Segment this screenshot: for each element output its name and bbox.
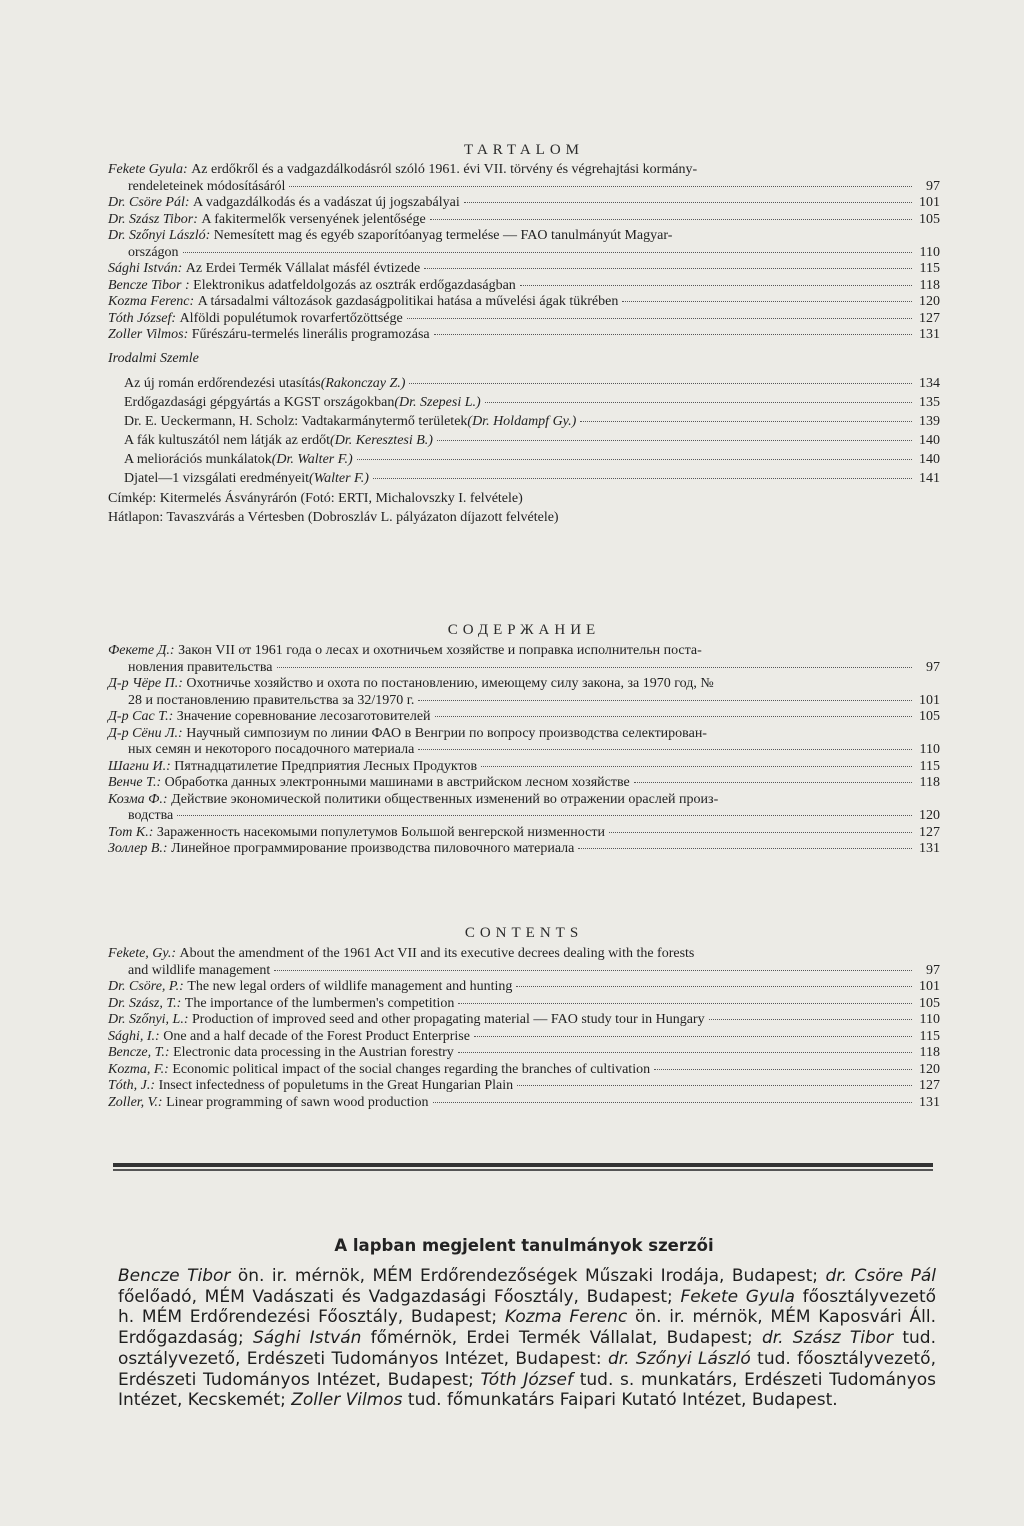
leader-dots (433, 1102, 912, 1103)
toc-line (108, 742, 940, 759)
toc-author: Tóth József: (108, 310, 177, 326)
toc-page-number: 120 (919, 808, 940, 823)
toc-title: Elektronikus adatfeldolgozás az osztrák erdőgazdaságban (193, 277, 516, 293)
toc-author: Fekete, Gy.: (108, 946, 177, 961)
toc-title: A társadalmi változások gazdaságpolitikai hatása a művelési ágak tükrében (197, 294, 619, 309)
toc-title: országon (128, 244, 179, 260)
section-title: СОДЕРЖАНИЕ (447, 622, 601, 638)
toc-author: Д-р Сёни Л.: (108, 725, 183, 741)
toc-line (108, 1095, 940, 1112)
toc-author: Dr. Csöre Pál: (108, 195, 190, 210)
toc-title: Az Erdei Termék Vállalat másfél évtizede (185, 261, 421, 276)
toc-line (108, 294, 940, 311)
toc-entry (108, 195, 940, 212)
toc-title: Зараженность насекомыми популетумов Большой венгерской низменности (156, 824, 605, 840)
review-title: Erdőgazdasági gépgyártás a KGST országokban (124, 394, 395, 410)
toc-entry (108, 759, 940, 776)
toc-line (108, 245, 940, 262)
toc-page-number: 97 (926, 178, 940, 194)
toc-title: ных семян и некоторого посадочного материала (128, 742, 415, 757)
divider-rule (113, 1169, 933, 1171)
toc-author: Dr. Szász Tibor: (108, 211, 198, 227)
toc-page-number: 127 (919, 1078, 940, 1093)
toc-line (108, 1012, 940, 1029)
toc-entry (108, 212, 940, 229)
leader-dots (177, 815, 912, 816)
toc-line (108, 841, 940, 858)
review-line (124, 393, 940, 412)
toc-page-number: 110 (919, 244, 940, 260)
toc-page-number: 110 (919, 1012, 940, 1027)
leader-dots (464, 202, 912, 203)
toc-page-number: 120 (919, 294, 940, 309)
toc-page-number: 105 (919, 995, 940, 1011)
toc-page-number: 101 (919, 979, 940, 994)
toc-entry (108, 726, 940, 759)
toc-entry (108, 311, 940, 328)
soderzhanie-section (108, 622, 940, 858)
toc-author: Д-р Сас Т.: (108, 709, 174, 724)
toc-entry (108, 946, 940, 979)
toc-entry (108, 1012, 940, 1029)
section-title: TARTALOM (463, 142, 585, 158)
toc-title: Обработка данных электронными машинами в австрийском лесном хозяйстве (164, 775, 630, 790)
toc-title: водства (128, 808, 174, 823)
toc-title: Linear programming of sawn wood production (166, 1094, 429, 1110)
toc-list (108, 643, 940, 858)
leader-dots (709, 1019, 912, 1020)
toc-line (108, 212, 940, 229)
toc-page-number: 115 (919, 1028, 940, 1044)
toc-entry (108, 709, 940, 726)
review-author: (Dr. Keresztesi B.) (330, 432, 433, 448)
review-page-number: 141 (919, 470, 940, 486)
toc-author: Венче Т.: (108, 775, 162, 790)
leader-dots (520, 285, 912, 286)
review-title: A fák kultuszától nem látják az erdőt (124, 432, 331, 448)
author-name: Bencze Tibor (118, 1266, 231, 1286)
review-author: (Dr. Holdampf Gy.) (467, 413, 577, 429)
toc-author: Tóth, J.: (108, 1078, 156, 1093)
toc-page-number: 97 (926, 962, 940, 978)
toc-author: Д-р Чёре П.: (108, 676, 183, 691)
toc-title: A vadgazdálkodás és a vadászat új jogszabályai (193, 195, 460, 210)
toc-entry (108, 841, 940, 858)
leader-dots (407, 318, 912, 319)
author-affiliation: tud. főmunkatárs Faipari Kutató Intézet, Budapest. (402, 1390, 838, 1411)
toc-title: About the amendment of the 1961 Act VII and its executive decrees dealing with the forests (179, 946, 695, 961)
leader-dots (622, 301, 912, 302)
review-entry (124, 393, 940, 412)
toc-title: Охотничье хозяйство и охота по постановлению, имеющему силу закона, за 1970 год, № (186, 676, 714, 691)
review-line (124, 412, 940, 431)
leader-dots (409, 383, 912, 384)
review-title: Az új román erdőrendezési utasítás (124, 375, 321, 391)
leader-dots (418, 749, 912, 750)
author-affiliation: tud. osztályvezető, Erdészeti Tudományos Intézet, Budapest: (118, 1328, 936, 1369)
toc-title: Economic political impact of the social changes regarding the branches of cultivation (172, 1061, 651, 1077)
toc-page-number: 101 (919, 195, 940, 210)
toc-line (108, 278, 940, 295)
toc-author: Kozma, F.: (108, 1061, 169, 1077)
leader-dots (517, 1085, 912, 1086)
toc-entry (108, 775, 940, 792)
leader-dots (277, 667, 912, 668)
toc-line (108, 1045, 940, 1062)
toc-entry (108, 825, 940, 842)
review-heading: Irodalmi Szemle (108, 350, 199, 366)
toc-entry (108, 1045, 940, 1062)
toc-author: Sághi István: (108, 261, 183, 276)
review-line (124, 431, 940, 450)
toc-author: Bencze Tibor : (108, 277, 190, 293)
toc-author: Золлер В.: (108, 841, 168, 856)
leader-dots (609, 832, 912, 833)
leader-dots (430, 219, 912, 220)
toc-author: Fekete Gyula: (108, 162, 188, 177)
author-affiliation: ön. ir. mérnök, MÉM Erdőrendezőségek Műszaki Irodája, Budapest; (230, 1266, 826, 1286)
review-entry (124, 374, 940, 393)
review-entry (124, 450, 940, 469)
leader-dots (418, 700, 912, 701)
toc-title: The importance of the lumbermen's competition (184, 995, 455, 1011)
author-name: dr. Szász Tibor (761, 1328, 894, 1349)
toc-entry (108, 1095, 940, 1112)
back-caption: Hátlapon: Tavaszvárás a Vértesben (Dobroszláv L. pályázaton díjazott felvétele) (108, 509, 559, 525)
toc-line (108, 1078, 940, 1095)
toc-title: The new legal orders of wildlife management and hunting (187, 979, 513, 994)
toc-line (108, 195, 940, 212)
author-name: Kozma Ferenc (504, 1307, 628, 1328)
author-affiliation: főosztályvezető h. MÉM Erdőrendezési Főosztály, Budapest; (118, 1286, 937, 1328)
toc-line (108, 327, 940, 344)
toc-line (108, 693, 940, 710)
toc-author: Dr. Szász, T.: (108, 995, 182, 1011)
toc-line (108, 996, 940, 1013)
toc-line (108, 676, 940, 693)
toc-title: Значение соревнование лесозаготовителей (176, 709, 431, 724)
leader-dots (289, 186, 912, 187)
leader-dots (424, 268, 912, 269)
toc-page-number: 97 (926, 659, 940, 675)
toc-author: Тот К.: (108, 824, 154, 840)
toc-line (108, 1062, 940, 1079)
toc-entry (108, 1029, 940, 1046)
review-author: (Dr. Walter F.) (271, 451, 353, 467)
toc-line (108, 946, 940, 963)
author-affiliation: főmérnök, Erdei Termék Vállalat, Budapest; (361, 1328, 762, 1349)
leader-dots (437, 440, 912, 441)
toc-title: 28 и постановлению правительства за 32/1970 г. (128, 692, 415, 708)
toc-title: Действие экономической политики общественных изменений во отражении ораслей произ- (171, 791, 719, 807)
review-page-number: 134 (919, 375, 940, 391)
author-affiliation: tud. s. munkatárs, Erdészeti Tudományos Intézet, Kecskemét; (118, 1369, 937, 1411)
leader-dots (516, 986, 912, 987)
leader-dots (373, 478, 912, 479)
toc-page-number: 115 (919, 758, 940, 774)
toc-page-number: 101 (919, 692, 940, 708)
authors-paragraph (118, 1266, 936, 1411)
author-name: dr. Szőnyi László (607, 1348, 751, 1369)
toc-title: One and a half decade of the Forest Product Enterprise (163, 1028, 470, 1044)
review-author: (Dr. Szepesi L.) (394, 394, 481, 410)
authors-heading: A lapban megjelent tanulmányok szerzői (334, 1236, 714, 1255)
toc-author: Фекете Д.: (108, 643, 175, 658)
author-affiliation: ön. ir. mérnök, MÉM Kaposvári Áll. Erdőgazdaság; (118, 1307, 936, 1349)
author-name: dr. Csöre Pál (825, 1266, 936, 1286)
review-list (108, 374, 940, 488)
toc-title: Electronic data processing in the Austrian forestry (173, 1045, 454, 1060)
toc-title: Линейное программирование производства пиловочного материала (171, 841, 575, 856)
cover-caption: Címkép: Kitermelés Ásványrárón (Fotó: ERTI, Michalovszky I. felvétele) (108, 490, 523, 506)
toc-line (108, 825, 940, 842)
toc-title: Закон VII от 1961 года о лесах и охотничьем хозяйстве и поправка исполнительн поста- (178, 643, 702, 658)
toc-author: Козма Ф.: (108, 791, 168, 807)
author-name: Zoller Vilmos (291, 1390, 403, 1411)
toc-title: rendeleteinek módosításáról (128, 178, 286, 194)
toc-entry (108, 792, 940, 825)
toc-title: and wildlife management (128, 962, 271, 978)
toc-line (108, 643, 940, 660)
toc-author: Шагни И.: (108, 758, 171, 774)
toc-entry (108, 327, 940, 344)
author-name: Fekete Gyula (680, 1286, 795, 1307)
author-name: Sághi István (252, 1328, 362, 1349)
toc-entry (108, 1078, 940, 1095)
review-line (124, 469, 940, 488)
review-entry (124, 469, 940, 488)
review-title: A meliorációs munkálatok (124, 451, 272, 467)
toc-line (108, 1029, 940, 1046)
toc-entry (108, 676, 940, 709)
toc-entry (108, 228, 940, 261)
toc-author: Zoller Vilmos: (108, 327, 189, 342)
toc-title: Production of improved seed and other propagating material — FAO study tour in Hungary (192, 1012, 705, 1027)
toc-page-number: 118 (919, 1045, 940, 1060)
leader-dots (481, 766, 912, 767)
toc-line (108, 808, 940, 825)
contents-section (108, 925, 940, 1111)
toc-title: Пятнадцатилетие Предприятия Лесных Продуктов (174, 758, 478, 774)
toc-page-number: 105 (919, 211, 940, 227)
toc-page-number: 120 (919, 1061, 940, 1077)
toc-title: Nemesített mag és egyéb szaporítóanyag termelése — FAO tanulmányút Magyar- (213, 228, 673, 243)
toc-page-number: 118 (919, 277, 940, 293)
toc-line (108, 963, 940, 980)
toc-title: новления правительства (128, 659, 273, 675)
toc-entry (108, 979, 940, 996)
toc-author: Bencze, T.: (108, 1045, 170, 1060)
toc-entry (108, 294, 940, 311)
review-title: Djatel—1 vizsgálati eredményeit (124, 470, 310, 486)
divider-rule (113, 1163, 933, 1167)
toc-title: Insect infectedness of populetums in the Great Hungarian Plain (158, 1078, 514, 1093)
review-title: Dr. E. Ueckermann, H. Scholz: Vadtakarmánytermő területek (124, 413, 468, 429)
leader-dots (485, 402, 912, 403)
leader-dots (458, 1003, 912, 1004)
toc-page-number: 131 (919, 327, 940, 342)
toc-line (108, 792, 940, 809)
toc-page-number: 131 (919, 1094, 940, 1110)
toc-author: Sághi, I.: (108, 1028, 160, 1044)
toc-page-number: 127 (919, 310, 940, 326)
review-page-number: 139 (919, 413, 940, 429)
toc-line (108, 228, 940, 245)
review-entry (124, 412, 940, 431)
review-page-number: 140 (919, 432, 940, 448)
leader-dots (183, 252, 912, 253)
toc-author: Dr. Szőnyi, L.: (108, 1012, 189, 1027)
review-line (124, 450, 940, 469)
leader-dots (434, 334, 912, 335)
toc-entry (108, 643, 940, 676)
toc-list (108, 162, 940, 344)
toc-title: A fakitermelők versenyének jelentősége (201, 211, 426, 227)
toc-line (108, 162, 940, 179)
review-page-number: 140 (919, 451, 940, 467)
toc-line (108, 311, 940, 328)
toc-line (108, 726, 940, 743)
leader-dots (578, 848, 912, 849)
author-name: Tóth József (480, 1369, 573, 1390)
toc-line (108, 261, 940, 278)
toc-line (108, 709, 940, 726)
toc-entry (108, 996, 940, 1013)
toc-title: Научный симпозиум по линии ФАО в Венгрии по вопросу производства селектирован- (186, 725, 707, 741)
toc-page-number: 110 (919, 742, 940, 757)
author-affiliation: tud. főosztályvezető, Erdészeti Tudományos Intézet, Budapest; (118, 1348, 936, 1390)
toc-page-number: 115 (919, 261, 940, 276)
review-page-number: 135 (919, 394, 940, 410)
toc-author: Kozma Ferenc: (108, 294, 195, 309)
toc-author: Dr. Csöre, P.: (108, 979, 184, 994)
toc-entry (108, 162, 940, 195)
toc-page-number: 127 (919, 824, 940, 840)
review-author: (Walter F.) (309, 470, 369, 486)
toc-title: Fűrészáru-termelés linerális programozása (191, 327, 430, 342)
toc-page-number: 131 (919, 841, 940, 856)
toc-entry (108, 278, 940, 295)
review-entry (124, 431, 940, 450)
section-title: CONTENTS (464, 925, 584, 941)
toc-line (108, 775, 940, 792)
leader-dots (274, 970, 912, 971)
toc-line (108, 179, 940, 196)
toc-list (108, 946, 940, 1111)
toc-author: Zoller, V.: (108, 1094, 163, 1110)
leader-dots (654, 1069, 912, 1070)
toc-page-number: 118 (919, 775, 940, 790)
toc-author: Dr. Szőnyi László: (108, 228, 211, 243)
toc-title: Az erdőkről és a vadgazdálkodásról szóló 1961. évi VII. törvény és végrehajtási kormány- (191, 162, 698, 177)
toc-entry (108, 261, 940, 278)
review-line (124, 374, 940, 393)
leader-dots (580, 421, 912, 422)
tartalom-section (108, 142, 940, 527)
leader-dots (634, 782, 912, 783)
leader-dots (357, 459, 912, 460)
toc-line (108, 660, 940, 677)
toc-line (108, 979, 940, 996)
toc-line (108, 759, 940, 776)
leader-dots (435, 716, 912, 717)
toc-title: Alföldi populétumok rovarfertőzöttsége (179, 310, 403, 326)
toc-page-number: 105 (919, 709, 940, 724)
leader-dots (458, 1052, 912, 1053)
review-author: (Rakonczay Z.) (320, 375, 406, 391)
leader-dots (474, 1036, 912, 1037)
toc-entry (108, 1062, 940, 1079)
author-affiliation: főelőadó, MÉM Vadászati és Vadgazdasági Főosztály, Budapest; (118, 1286, 681, 1307)
